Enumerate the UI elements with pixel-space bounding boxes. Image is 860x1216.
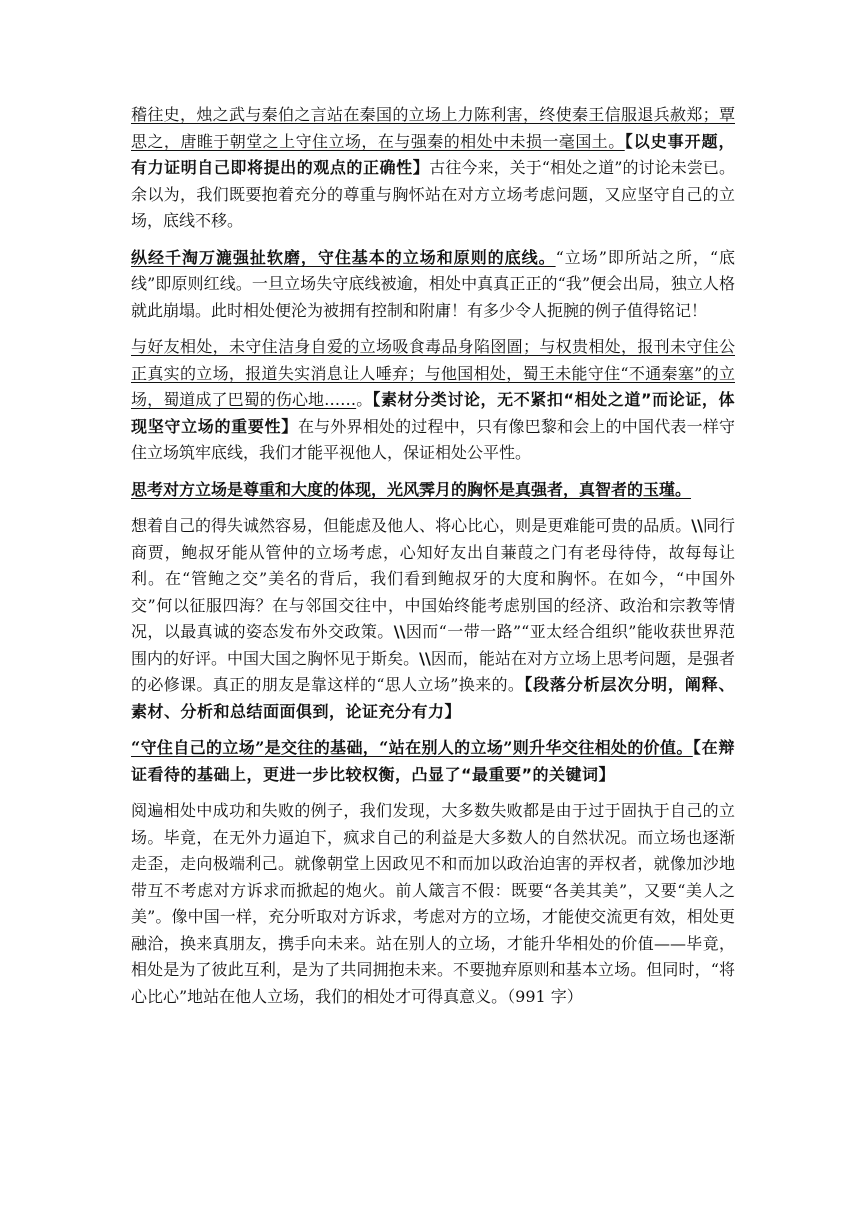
underlined-historical-examples: 稽往史，烛之武与秦伯之言站在秦国的立场上力陈利害，终使秦王信服退兵赦郑；覃思之，唐睢于朝堂之上守住立场，在与强秦的相处中未损一毫国土。	[131, 105, 735, 151]
paragraph-bottom-line	[131, 245, 735, 325]
paragraph-text: “立场”即所站之所，“底线”即原则红线。一旦立场失守底线被逾，相处中真真正正的“我”便会出局，独立人格就此崩塌。此时相处便沦为被拥有控制和附庸！有多少令人扼腕的例子值得铭记！	[131, 247, 735, 320]
subheading-3: “守住自己的立场”是交往的基础，“站在别人的立场”则升华交往相处的价值。	[131, 738, 693, 757]
paragraph-text: 因而，能站在对方立场上思考问题，是强者的必修课。真正的朋友是靠这样的“思人立场”换来的。	[131, 648, 735, 694]
paragraph-text: 想着自己的得失诚然容易，但能虑及他人、将心比心，则是更难能可贵的品质。	[131, 516, 692, 535]
subheading-2: 思考对方立场是尊重和大度的体现，光风霁月的胸怀是真强者，真智者的玉瑾。	[131, 479, 692, 499]
section-marker: \\	[393, 622, 406, 641]
paragraph-text: 在与外界相处的过程中，只有像巴黎和会上的中国代表一样守住立场筑牢底线，我们才能平视他人，保证相处公平性。	[131, 416, 735, 462]
underlined-examples: 与好友相处，未守住洁身自爱的立场吸食毒品身陷囹圄；与权贵相处，报刊未守住公正真实的立场，报道失实消息让人唾弃；与他国相处，蜀王未能守住“不通秦塞”的立场，蜀道成了巴蜀的伤心地……	[131, 337, 735, 409]
paragraph-subheading-2	[131, 477, 735, 504]
punctuation: 。	[356, 390, 373, 409]
paragraph-subheading-3	[131, 735, 735, 788]
essay-body	[131, 102, 735, 1020]
paragraph-empathy	[131, 513, 735, 725]
paragraph-text: 阅遍相处中成功和失败的例子，我们发现，大多数失败都是由于过于固执于自己的立场。毕竟，在无外力逼迫下，疯求自己的利益是大多数人的自然状况。而立场也逐渐走歪，走向极端利己。就像朝堂上因政见不和而加以政治迫害的弄权者，就像加沙地带互不考虑对方诉求而掀起的炮火。前人箴言不假：既要“各美其美”，又要“美人之美”。像中国一样，充分听取对方诉求，考虑对方的立场，才能使交流更有效，相处更融洽，换来真朋友，携手向未来。站在别人的立场，才能升华相处的价值——毕竟，相处是为了彼此互利，是为了共同拥抱未来。不要抛弃原则和基本立场。但同时，“将心比心”地站在他人立场，我们的相处才可得真意义。（991 字）	[131, 801, 735, 1006]
paragraph-text: 同行商贾，鲍叔牙能从管仲的立场考虑，心知好友出自蒹葭之门有老母待侍，故每每让利。在“管鲍之交”美名的背后，我们看到鲍叔牙的大度和胸怀。在如今，“中国外交”何以征服四海？在与邻国交往中，中国始终能考虑别国的经济、政治和宗教等情况，以最真诚的姿态发布外交政策。	[131, 516, 735, 641]
paragraph-conclusion	[131, 798, 735, 1010]
section-marker: \\	[691, 516, 703, 535]
paragraph-intro	[131, 102, 735, 235]
commentary-note: 【以史事开题，有力证明自己即将提出的观点的正确性】	[131, 131, 735, 177]
commentary-note: 【在辩证看待的基础上，更进一步比较权衡，凸显了“最重要”的关键词】	[131, 738, 735, 784]
paragraph-examples	[131, 334, 735, 467]
subheading-1: 纵经千淘万漉强扯软磨，守住基本的立场和原则的底线。	[131, 247, 556, 267]
commentary-note: 【段落分析层次分明，阐释、素材、分析和总结面面俱到，论证充分有力】	[131, 675, 735, 721]
paragraph-text: 因而“一带一路”“亚太经合组织”能收获世界范围内的好评。中国大国之胸怀见于斯矣。	[131, 622, 735, 668]
paragraph-text: 古往今来，关于“相处之道”的讨论未尝已。余以为，我们既要抱着充分的尊重与胸怀站在对方立场考虑问题，又应坚守自己的立场，底线不移。	[131, 158, 735, 230]
section-marker: \\	[419, 648, 431, 668]
commentary-note: 【素材分类讨论，无不紧扣“相处之道”而论证，体现坚守立场的重要性】	[131, 390, 735, 436]
